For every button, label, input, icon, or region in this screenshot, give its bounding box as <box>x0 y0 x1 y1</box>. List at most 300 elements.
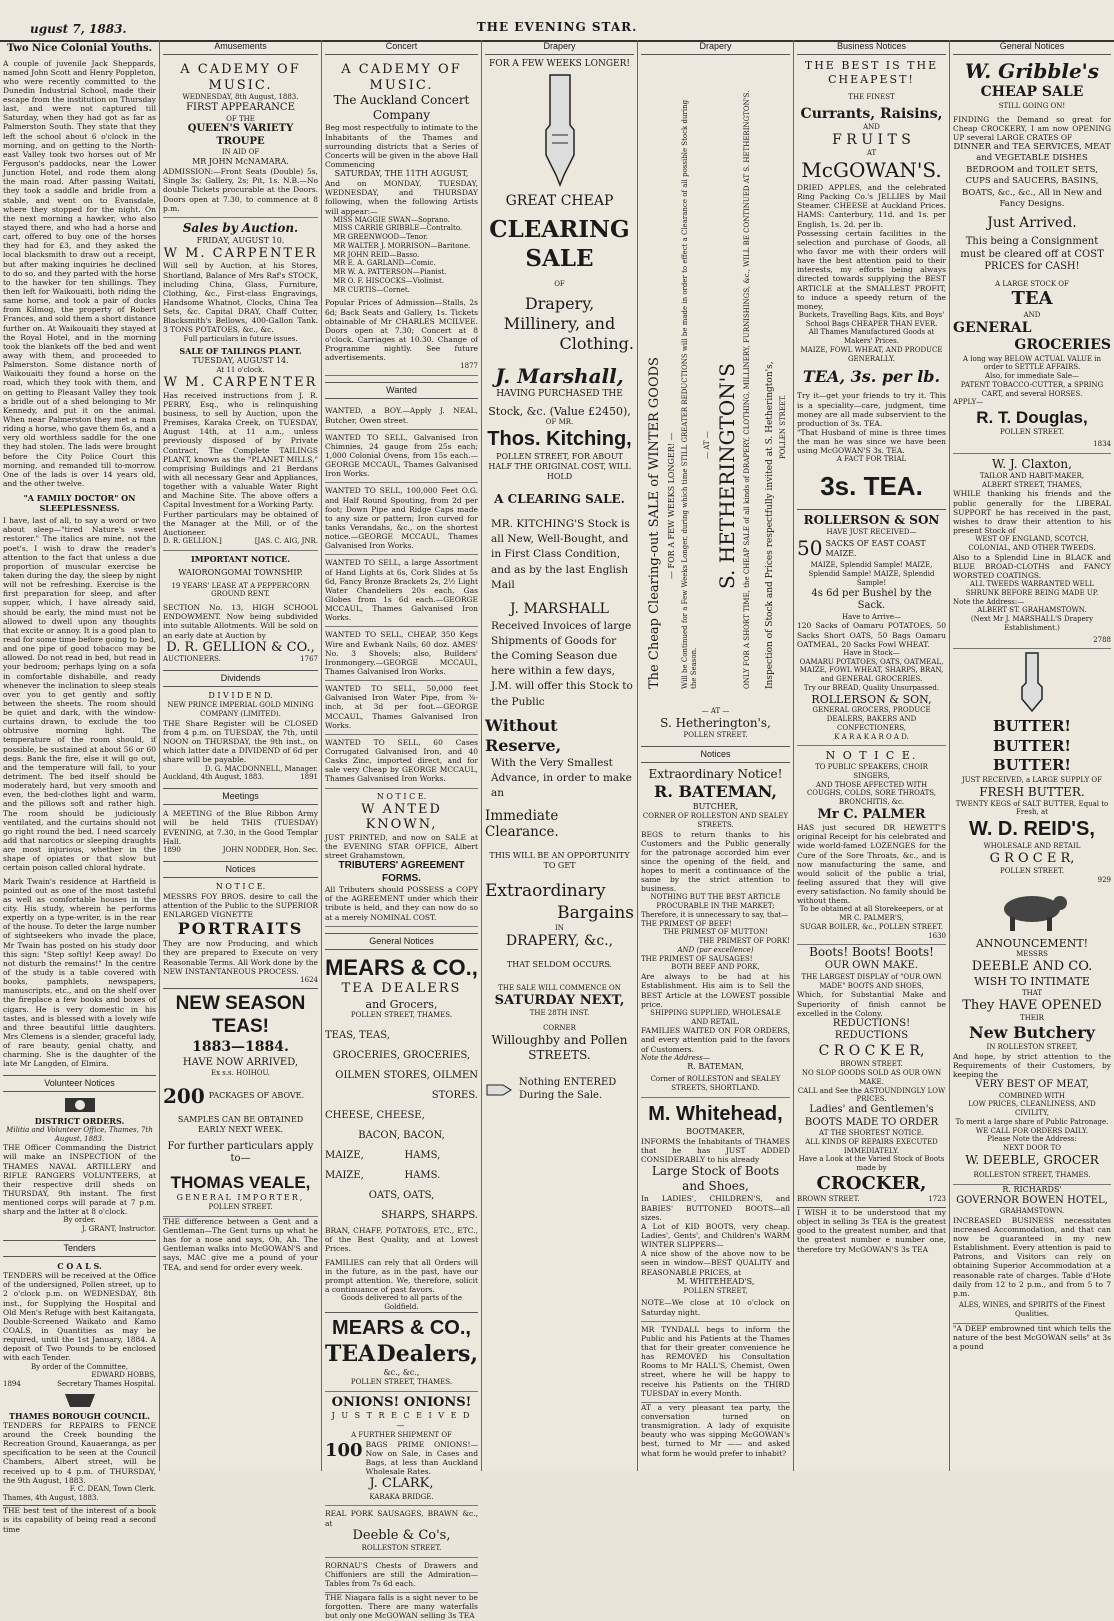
ad-headline: TEA <box>1011 288 1053 310</box>
merchant-name: W. D. REID'S, <box>969 818 1095 841</box>
ad-text: CORNER <box>543 1023 576 1032</box>
ad-address: ROLLESTON STREET, THAMES. <box>953 1168 1111 1185</box>
artist: MR O. F. HISCOCKS—Violinist. <box>333 276 445 285</box>
ad-text: IN AID OF <box>221 148 260 157</box>
ad-headline: TEA DEALERS <box>341 981 462 997</box>
merchant-name: W. J. Claxton, <box>992 456 1072 471</box>
ad-text: AND THOSE AFFECTED WITH <box>815 780 928 789</box>
by-order: By order of the Committee, <box>30 1362 129 1371</box>
newspaper-title: THE EVENING STAR. <box>476 20 638 34</box>
article-body: I have, last of all, to say a word or two about sleep—"tired Nature's sweet restorer." The italics are mine, not the poet's. I wish to draw the reader's attention to the fact that unless a due proportion of muscular exercise be taken during the day, the sleep by night will not be refreshing. Exercise is the first preparation for sleep, and after supper, which, I have already said, should be early, the mind must not be allowed to dwell upon any thoughts that excite or annoy. It is a good plan to read for some time before going to bed, and one pipe of good tobacco may be allowed. Do not read in bed, but read in your bedroom; perhaps lying on a sofa in comfortable dishabille, and ready whenever the inclination to sleep steals over you to get gently and softly between the sheets. The room should be quiet and dark, with the window-curtains drawn, to exclude the too obtrusive morning light. The temperature of the room should, if possible, be sustained at about 56 or 60 degs. Bank the fire, else it will go out, and the temperature will fall, to your detriment. The bed itself should be moderately hard, but very smooth and even, the bed-clothes light and warm, and the pillows soft and rather high. The room should be judiciously ventilated, and the curtains should not go right round the bed. I need scarcely add that narcotics or sleeping draughts are most injurious, whether in the shape of opiates or that slow but certain poison called chloral hydrate. <box>3 516 156 873</box>
filler-text: THE best test of the interest of a book is its capability of being read a second time <box>3 1506 156 1534</box>
merchant-name: R. T. Douglas, <box>976 408 1088 428</box>
ad-text: FINDING the Demand so great for Cheap CROCKERY, I am now OPENING UP several LARGE CRATES OF <box>953 114 1111 142</box>
filler-text: THE Niagara falls is a sight never to be forgotten. There are many waterfalls but only one McGOWAN selling 3s TEA <box>325 1593 478 1621</box>
ad-text: OF <box>554 279 565 288</box>
ad-headline: TEA, 3s. per lb. <box>802 367 941 387</box>
ad-text: WEST OF ENGLAND, SCOTCH, COLONIAL, AND OTHER TWEEDS. <box>968 535 1096 552</box>
issue-date: ugust 7, 1883. <box>30 22 127 36</box>
section-header: General Notices <box>325 933 478 950</box>
ad-quantity: 200 <box>163 1083 205 1108</box>
ad-text: Therefore, it is unnecessary to say, that— <box>641 910 789 919</box>
ad-address: STREETS. <box>528 1047 591 1062</box>
ad-text: COMBINED WITH <box>999 1091 1065 1100</box>
masthead <box>0 0 1114 42</box>
ad-address: POLLEN STREET. <box>999 428 1065 437</box>
ad-text: TWENTY KEGS of SALT BUTTER, Equal to Fresh, at <box>955 799 1109 817</box>
ad-headline: BOOTS MADE TO ORDER <box>804 1116 939 1128</box>
ad-quantity: 100 <box>325 1439 363 1461</box>
ad-address: POLLEN STREET. <box>208 1203 273 1212</box>
artist: MR CURTIS—Cornet. <box>333 285 410 294</box>
ad-number: 1723 <box>928 1195 946 1204</box>
ad-headline: WAIORONGOMAI TOWNSHIP. <box>178 567 303 577</box>
ad-text: ALES, WINES, and SPIRITS of the Finest Qualities. <box>953 1298 1111 1324</box>
column-amusements <box>160 40 322 1471</box>
ad-text: 19 YEARS' LEASE AT A PEPPERCORN GROUND RENT. <box>171 581 310 599</box>
ad-headline: Extraordinary Notice! <box>648 767 783 781</box>
ad-text: 120 Sacks of Oamaru POTATOES, 50 Sacks Short OATS, 50 Bags Oamaru OATMEAL, 20 Sacks Fowl WHEAT. <box>797 621 946 649</box>
ad-text: THE FINEST <box>848 92 895 101</box>
article-body: A couple of juvenile Jack Sheppards, named John Scott and Henry Poppleton, who were recently committed to the Dunedin Industrial School, made their escape from the institution on Thursday last, and were not captured till Saturday, when they had got as far as Palmerston South. They state that they left the school about 6 o'clock in the morning, and on getting to the North-east Valley took two horses out of Mr Ferguson's paddocks, near the Lower Junction Hotel, and rode them along the main road. After passing Waitati, they took a saddle and bridle from a stable, and went on to Evansdale, where they stopped for the night. On the next morning a hawker, who also stayed there, and who had a horse and cart, offered to buy one of the horses they had for £3, and they asked the local blacksmith to draw out a receipt, but after making inquiries he declined to do so, and they parted with the horse to the hawker for ten shillings. They then left for Waikouaiti, both riding the same horse, and took a pair of ducks from Kilmog, the property of Robert Frances, and sold them a short distance further on. At Waikouaiti they stayed at the Royal Hotel, and in the morning took the blankets off the bed and went away with them, and proceeded to Palmerston. Some distance north of Waikouaiti they found a horse on the road, which they took with them, and on getting to Pleasant Valley they took a bridle out of a shed belonging to Mr Kennedy, and put it on the animal. When near Palmerston they met a man riding a horse, who gave them 6s, and a very old worthless saddle for the one they had stolen. The lads were brought before the City Police Court this morning, and remanded till to-morrow. One of the lads is over 14 years old, and the other twelve. <box>3 58 156 488</box>
merchant-name: Thos. Kitching, <box>487 428 632 450</box>
column-news <box>0 40 160 1534</box>
ad-headline: Just Arrived. <box>987 214 1077 231</box>
ad-number: 1767 <box>300 655 318 664</box>
ad-text: TAILOR AND HABIT-MAKER, <box>979 471 1085 480</box>
filler-text: AT a very pleasant tea party, the conversation turned on transmigration. A lady of exquisite beauty who was sipping McGOWAN's best, turned to Mr —— and asked what form he would prefer to inhabit? <box>641 1402 790 1458</box>
ad-text: OF MR. <box>545 418 574 427</box>
ad-address: CORNER OF ROLLESTON AND SEALEY STREETS. <box>642 812 789 829</box>
ad-text: AND <box>863 123 880 131</box>
ad-text: Which, for Substantial Make and Superiority of finish cannot be excelled in the Colony. <box>797 990 946 1018</box>
council-title: THAMES BOROUGH COUNCIL. <box>8 1410 151 1421</box>
ad-headline: TEA <box>325 1340 376 1367</box>
ad-text: Note the Address:— <box>953 597 1025 606</box>
article-title: Two Nice Colonial Youths. <box>6 43 153 54</box>
ad-text: NOTE—We close at 10 o'clock on Saturday night. <box>641 1295 790 1321</box>
ad-address: KARAKA BRIDGE. <box>369 1492 434 1501</box>
ad-headline: GREAT CHEAP <box>505 192 614 209</box>
merchant-name: ROLLERSON & SON, <box>811 692 932 706</box>
ad-headline: A CLEARING SALE. <box>494 492 625 506</box>
ad-text: A MEETING of the Blue Ribbon Army will be held THIS (TUESDAY) EVENING, at 7.30, in the Good Templar Hall. <box>163 809 318 846</box>
artist: MR W. A. PATTERSON—Pianist. <box>333 268 447 277</box>
ad-text: TO PUBLIC SPEAKERS, CHOIR SINGERS, <box>815 763 928 780</box>
ad-text: and Grocers, <box>365 997 438 1011</box>
artist: MISS MAGGIE SWAN—Soprano. <box>333 215 450 224</box>
ad-text: MR C. PALMER'S, <box>839 914 904 923</box>
ad-text: A LARGE STOCK OF <box>995 279 1069 288</box>
ad-headline: Immediate Clearance. <box>485 807 559 841</box>
ad-text: POLLEN STREET, FOR ABOUT HALF THE ORIGINAL COST, WILL HOLD <box>488 452 631 481</box>
ad-address: GRAHAMSTOWN. <box>999 1207 1065 1216</box>
ad-text: SAMPLES CAN BE OBTAINED <box>177 1114 304 1124</box>
section-header: Sales by Auction. <box>182 220 299 235</box>
ad-headline: Clothing. <box>559 334 634 354</box>
ad-text: AT THE SHORTEST NOTICE. <box>819 1129 924 1138</box>
ad-text: MR JOHN McNAMARA. <box>192 157 289 167</box>
ad-text: RORNAU'S Chests of Drawers and Chiffoniers are still the Admiration—Tables from 7s 6d each. <box>325 1558 478 1593</box>
ad-headline: SATURDAY NEXT, <box>494 992 625 1008</box>
ad-headline: REDUCTIONS! REDUCTIONS <box>832 1017 911 1042</box>
merchant-name: M. WHITEHEAD'S, <box>676 1276 755 1286</box>
ad-headline: New Butchery <box>969 1022 1095 1042</box>
ad-text: [JAS. C. AIG, JNR. <box>254 536 318 545</box>
artist: MR WALTER J. MORRISON—Baritone. <box>333 241 471 250</box>
ad-text: APPLY— <box>953 398 984 407</box>
ad-number: 1624 <box>300 975 318 984</box>
ad-text: THEIR <box>1020 1014 1044 1023</box>
ad-text: This being a Consignment must be cleared off at COST PRICES for CASH! <box>960 236 1104 273</box>
ad-number: 1877 <box>460 362 478 371</box>
ad-headline: They HAVE OPENED <box>962 997 1102 1013</box>
crest-icon <box>60 1391 100 1409</box>
ad-text: To merit a large share of Public Patronage. <box>955 1117 1109 1126</box>
ad-text: THE 28TH INST. <box>529 1009 590 1018</box>
ad-headline: G R O C E R, <box>989 850 1075 866</box>
ad-text: STILL GOING ON! <box>998 101 1066 110</box>
dateline: Thames, 4th August, 1883. <box>3 1493 99 1502</box>
ad-text: Also, for immediate Sale— <box>984 372 1079 381</box>
ad-text: Will sell by Auction, at his Stores, Shortland, Balance of Mrs Raf's STOCK, including China, Glass, Furniture, Clothing, &c., First-class Engravings, Handsome Whatnot, Clocks, China Tea Sets, &c. Capital DRAY, Chaff Cutter, Blacksmith's Bellows, 400-Gallon Tank. 3 TONS POTATOES, &c., &c. <box>163 261 318 335</box>
ad-text: WE CALL FOR ORDERS DAILY. <box>975 1126 1089 1135</box>
ad-text: THE PRIMEST OF MUTTON! <box>663 928 768 937</box>
ad-headline: Extraordinary <box>485 881 606 902</box>
classified-ad: WANTED TO SELL, CHEAP, 350 Kegs Wire and Ewbank Nails, 60 doz. AMES' No. 3 Shovels; also, Builders' Ironmongery.—GEORGE MCCAUL, Thames Galvanised Iron Works. <box>325 627 478 681</box>
ad-text: Nothing ENTERED During the Sale. <box>519 1077 617 1101</box>
classified-ad: WANTED TO SELL, a large Assortment of Hand Lights at 6s, Cork Slides at 5s 6d, Fancy Bronze Brackets 2s, 2½ Light Water Chandeliers 20s each, Gas Globes from 1s 6d each.—GEORGE MCCAUL, Thames Galvanised Iron Works. <box>325 555 478 627</box>
column-business <box>794 40 950 1471</box>
ad-text: MR. KITCHING'S Stock is all New, Well-Bought, and in First Class Condition, and as by the last English Mail <box>491 518 630 591</box>
section-header: Meetings <box>163 788 318 805</box>
ad-text: A Lot of KID BOOTS, very cheap. Ladies', Gents', and Children's WARM WINTER SLIPPERS— <box>641 1221 790 1250</box>
signature: EDWARD HOBBS, <box>91 1371 156 1380</box>
ad-headline: PORTRAITS <box>177 919 304 939</box>
product-line: TEAS, TEAS, <box>325 1030 390 1042</box>
ad-text: NOTHING BUT THE BEST ARTICLE PROCURABLE IN THE MARKET; <box>650 893 781 911</box>
ad-headline: VERY BEST OF MEAT, <box>975 1079 1089 1091</box>
ad-text: GENERAL IMPORTER, <box>176 1193 305 1203</box>
ad-text: A FACT FOR TRIAL <box>836 455 907 464</box>
ad-text: A FURTHER SHIPMENT OF <box>351 1431 452 1440</box>
merchant-name: S. HETHERINGTON'S <box>715 363 739 590</box>
ad-address: POLLEN STREET. <box>779 395 787 460</box>
section-header: Notices <box>641 746 790 763</box>
ad-text: PATENT TOBACCO-CUTTER, a SPRING CART, and several HORSES. <box>960 380 1104 398</box>
ad-title: A CADEMY OF MUSIC. <box>341 62 462 93</box>
classified-ad: WANTED TO SELL, 60 Cases Corrugated Galvanised Iron, and 40 Casks Zinc, imported direct, and for sale very Cheap by GEORGE MCCAUL, Thames Galvanised Iron Works. <box>325 735 478 789</box>
merchant-name: MEARS & CO., <box>332 1316 471 1339</box>
ad-text: JUST RECEIVED, a LARGE SUPPLY OF <box>961 775 1103 784</box>
article-title: "A FAMILY DOCTOR" ON SLEEPLESSNESS. <box>23 493 136 514</box>
ad-text: OF THE <box>226 114 255 123</box>
ad-date: SATURDAY, THE 11TH AUGUST, <box>334 169 469 179</box>
signature: JOHN NODDER, Hon. Sec. <box>222 845 318 854</box>
ad-text: FAMILIES can rely that all Orders will in the future, as in the past, have our prompt attention. We, therefore, solicit a continuance of past favors. <box>325 1257 478 1295</box>
tender-text: TENDERS will be received at the Office of the undersigned, Pollen street, up to 2 o'clock p.m. on WEDNESDAY, 8th inst., for Supplying the Hospital and Old Men's Refuge with best Kaitangata, Double-Screened Waikato and Kamo COALS, in Quantities as may be required, until the 1st January, 1884. A deposit of Two Pounds to be enclosed with each Tender. <box>3 1271 156 1363</box>
section-header: Notices <box>163 861 318 878</box>
ad-headline: CLEARING <box>489 216 630 243</box>
section-header: Volunteer Notices <box>3 1075 156 1092</box>
ad-text: ONLY FOR A SHORT TIME, the CHEAP SALE of all kinds of DRAPERY, CLOTHING, MILLINERY, FURNISHINGS, &c., WILL BE CONTINUED AT S. HETHERINGTON'S. <box>743 90 751 690</box>
ad-text: Stock, &c. (Value £2450), <box>488 404 631 418</box>
merchant-name: S. Hetherington's, <box>660 716 771 730</box>
vertical-ad <box>641 59 790 699</box>
ad-address: BROWN STREET. <box>840 1060 903 1069</box>
merchant-name: R. BATEMAN, <box>687 1062 744 1072</box>
ad-headline: CHEAP SALE <box>980 84 1084 101</box>
ad-text: THE PRIMEST OF BEEF! <box>641 919 732 928</box>
merchant-name: W. Gribble's <box>964 59 1100 84</box>
ad-quantity: 50 <box>797 536 823 561</box>
ad-text: NEXT DOOR TO <box>1002 1144 1062 1153</box>
ad-text: Have a Look at the Varied Stock of Boots made by <box>798 1155 945 1173</box>
ad-headline: Boots! Boots! Boots! <box>809 945 934 960</box>
product-line: CHEESE, CHEESE, <box>325 1110 425 1122</box>
product-line: GROCERIES, GROCERIES, <box>332 1050 471 1062</box>
office-line: Militia and Volunteer Office, Thames, 7th August, 1883. <box>6 1125 153 1143</box>
ad-text: BOOTMAKER, <box>686 1126 745 1136</box>
merchant-name: M. Whitehead, <box>648 1102 783 1125</box>
ad-headline: Without Reserve, <box>485 715 562 755</box>
ad-headline: 1883—1884. <box>192 1039 289 1056</box>
ad-text: Note the Address— <box>641 1053 710 1062</box>
filler-text: "A DEEP embrowned tint which tells the nature of the best McGOWAN sells" at 3s a pound <box>953 1323 1111 1351</box>
ad-text: MESSRS <box>1016 950 1048 959</box>
ad-text: — AT — <box>703 431 711 460</box>
ad-text: Have to Arrive— <box>842 612 901 621</box>
classified-ad: WANTED, a BOY.—Apply J. NEAL, Butcher, Owen street. <box>325 403 478 429</box>
filler-text: I WISH it to be understood that my object in selling 3s TEA is the greatest good to the greatest number, and that the greatest number e number one, therefore try McGOWAN'S 3s TEA <box>797 1208 946 1254</box>
ad-address: Willoughby and Pollen <box>491 1032 628 1047</box>
ad-text: HAVE JUST RECEIVED— <box>826 527 917 536</box>
ad-address: POLLEN STREET. <box>683 731 748 739</box>
ad-text: Are always to be had at his Establishment. His aim is to Sell the BEST Article at the LOWEST possible price. <box>641 972 790 1009</box>
artist: MR JOHN REID—Basso. <box>333 250 420 259</box>
ad-headline: GROCERIES <box>1014 337 1111 354</box>
merchant-name: McGOWAN'S. <box>801 158 942 182</box>
ad-text: AND <box>1023 310 1041 319</box>
ad-text: Try it—get your friends to try it. This is a speciality—care, judgment, time money are all made subservient to the production of 3s. TEA. <box>797 391 946 428</box>
classified-ad: WANTED TO SELL, 100,000 Feet O.G. and Half Round Spouting, from 2d per foot; Down Pipe and Ridge Caps made to any size or pattern; Iron curved for tanks Verandahs, &c., on the shortest notice.—GEORGE MCCAUL, Thames Galvanised Iron Works. <box>325 483 478 555</box>
product-line: BACON, BACON, <box>358 1130 445 1142</box>
ad-text: Popular Prices of Admission—Stalls, 2s 6d; Back Seats and Gallery, 1s. Tickets obtainable of Mr CHARLES MCILVEE. Doors open at 7.30; Concert at 8 o'clock. Carriages at 10.30. Change of Programme nightly. See future advertisements. <box>325 298 478 363</box>
ad-text: With the Very Smallest Advance, in order to make an <box>491 756 632 800</box>
merchant-name: Mr C. PALMER <box>817 806 926 822</box>
ad-headline: TRIBUTERS' AGREEMENT FORMS. <box>338 860 465 884</box>
ad-address: ALBERT STREET, THAMES, <box>982 480 1082 489</box>
ad-text: To be obtained at all Storekeepers, or at <box>799 905 944 914</box>
by-order: By order. <box>63 1216 96 1225</box>
ad-text: MR TYNDALL begs to inform the Public and his Patients at the Thames that for their greater convenience he has REMOVED his Consultation Rooms to Mr HALL'S, Chemist, Owen street, where he will be happy to receive his Patients on the THIRD TUESDAY in every Month. <box>641 1322 790 1403</box>
ad-headline: SALE <box>525 244 594 272</box>
product-line: SHARPS, SHARPS. <box>381 1210 478 1222</box>
merchant-name: THOMAS VEALE, <box>170 1172 311 1192</box>
ad-headline: FIRST APPEARANCE <box>186 102 295 114</box>
article-body: Mark Twain's residence at Hartfield is pointed out as one of the most tasteful as well as comfortable houses in the city. His study, wherein he performs expertly on a type-writer, is in the rear of the house. To deter the large number of sightseekers who invade the place, Mr Twain has posted on his study door this sign: "Step softly! Keep away! Do not disturb the remains!" In the centre of the study is a table covered with books, pamphlets, newspapers, manuscripts, etc., and on the shelf over the fireplace a few books and boxes of cigars. He is very domestic in his tastes, and is blessed with a lovely wife and three beautiful little daughters. Mrs Clemens is a slender, graceful lady, of rare beauty, genial chatty, and charming. She is the daughter of the late Mr Langden, of Elmira. <box>3 876 156 1069</box>
ad-address: ROLLESTON STREET. <box>361 1544 442 1552</box>
ad-headline: QUEEN'S VARIETY TROUPE <box>187 123 294 147</box>
section-header: Concert <box>325 40 478 55</box>
section-header: Dividends <box>163 670 318 687</box>
ad-address: SUGAR BOILER, &c., POLLEN STREET. <box>800 922 943 931</box>
ad-text: ADMISSION:—Front Seats (Double) 5s, Single 3s; Gallery, 2s; Pit, 1s. N.B.—No double Tickets procurable at the Doors. Doors open at 7.30, to commence at 8 p.m. <box>163 167 318 213</box>
ad-number: 2788 <box>953 633 1111 650</box>
ad-date: WEDNESDAY, 8th August, 1883. <box>182 93 299 102</box>
ad-text: Further particulars may be obtained of the Manager at the Mill, or of the Auctioneer. <box>163 509 318 537</box>
ad-text: Goods delivered to all parts of the Goldfield. <box>341 1294 462 1311</box>
ad-number: 1834 <box>953 437 1111 454</box>
ad-number: 1630 <box>928 931 946 940</box>
ad-address: K A R A K A R O A D. <box>834 732 909 741</box>
ad-headline: NEW SEASON <box>175 992 306 1014</box>
ad-headline: Currants, Raisins, <box>800 105 943 122</box>
ad-text: &c., &c., <box>383 1368 420 1378</box>
ad-text: HAVE NOW ARRIVED, <box>182 1056 299 1068</box>
ad-address: ALBERT ST. GRAHAMSTOWN. <box>977 606 1087 615</box>
artist: MR E. A. GARLAND—Comic. <box>333 259 436 268</box>
ad-text: CALL and See the ASTOUNDINGLY LOW PRICES. <box>797 1086 946 1104</box>
classified-ad: WANTED TO SELL, Galvanised Iron Chimnies, 24 gauge from 25s each; 1,000 Colonial Ovens, from 15s each.—GEORGE MCCAUL, Thames Galvanised Iron Works. <box>325 430 478 484</box>
ad-text: In LADIES', CHILDREN'S, and BABIES' BUTTONED BOOTS—all sizes. <box>641 1194 790 1222</box>
ad-headline: THE BEST IS THE CHEAPEST! <box>804 59 939 86</box>
ad-text: REAL PORK SAUSAGES, BRAWN &c., at <box>325 1509 478 1528</box>
ad-text: AT <box>866 149 877 158</box>
auctioneer-name: W M. CARPENTER <box>163 245 318 261</box>
ad-headline: SALE OF TAILINGS PLANT. <box>179 346 302 357</box>
ad-text: AND (par excellence) <box>677 945 754 954</box>
ad-text: THAT SELDOM OCCURS. <box>506 960 613 970</box>
ad-text: MAIZE, FOWL WHEAT, AND PRODUCE GENERALLY. <box>800 345 943 363</box>
ad-text: They are now Producing, and which they are prepared to Execute on very Reasonable Terms. All Work done by the NEW INSTANTANEOUS PROCESS. <box>163 939 318 976</box>
ad-text: THE LARGEST DISPLAY of "OUR OWN MADE" BOOTS AND SHOES, <box>801 972 942 990</box>
ad-text: Inspection of Stock and Prices respectfully invited at S. Hetherington's, <box>765 361 775 690</box>
signature: Secretary Thames Hospital. <box>57 1380 156 1389</box>
artist: MR GREENWOOD—Tenor. <box>333 233 428 242</box>
ad-text: Possessing certain facilities in the selection and purchase of Goods, all who favor me with their orders will have the best attention paid to their interests, my efforts being always directed towards supplying the BEST ARTICLE at the SMALLEST PROFIT, to induce a speedy return of the money. <box>797 228 946 311</box>
column-drapery-hetherington <box>638 40 794 1471</box>
ad-address: POLLEN STREET, THAMES. <box>350 1011 453 1020</box>
ad-text: BAGS PRIME ONIONS!—Now on Sale, in Cases and Bags, at less than Auckland Wholesale Rates. <box>365 1439 478 1477</box>
ad-text: INFORMS the Inhabitants of THAMES that he has JUST ADDED CONSIDERABLY to his already <box>641 1136 790 1165</box>
section-header: Drapery <box>641 40 790 55</box>
ad-headline: The Auckland Concert Company <box>333 93 470 123</box>
ad-text: J U S T R E C E I V E D — <box>331 1411 472 1431</box>
ad-text: COUGHS, COLDS, SORE THROATS, BRONCHITIS, &c. <box>806 789 937 807</box>
ad-date: FRIDAY, AUGUST 10. <box>196 235 285 245</box>
ad-headline: Large Stock of Boots and Shoes, <box>651 1164 780 1194</box>
ox-icon <box>992 889 1072 933</box>
merchant-name: J. CLARK, <box>369 1476 434 1492</box>
ad-text: ALL TWEEDS WARRANTED WELL SHRUNK BEFORE BEING MADE UP. <box>965 580 1099 597</box>
ad-text: SACKS OF EAST COAST MAIZE. <box>825 538 926 558</box>
ad-text: IN <box>555 923 564 932</box>
ad-text: And hope, by strict attention to the Requirements of their Customers, by keeping the <box>953 1051 1111 1079</box>
ad-headline: FRESH BUTTER. <box>979 784 1085 799</box>
ad-headline: BUTTER! BUTTER! BUTTER! <box>992 717 1072 775</box>
ad-text: D. R. GELLION.] <box>163 536 222 545</box>
ad-text: GENERAL GROCERS, PRODUCE DEALERS, BAKERS AND CONFECTIONERS, <box>812 706 931 732</box>
merchant-name: J. Marshall, <box>495 364 624 389</box>
ad-text: Ex s.s. HOIHOU. <box>210 1069 271 1078</box>
ad-text: 4s 6d per Bushel by the Sack. <box>811 587 932 612</box>
pointing-hand-icon <box>485 1075 515 1105</box>
ad-text: (Next Mr J. MARSHALL'S Drapery Establishment.) <box>970 615 1094 632</box>
ad-headline: The Cheap Clearing-out SALE of WINTER GOODS <box>647 357 662 690</box>
product-line: OATS, OATS, <box>368 1190 435 1202</box>
ad-address: BROWN STREET. <box>797 1195 860 1204</box>
ad-headline: FOR A FEW WEEKS LONGER! <box>488 59 631 70</box>
ad-headline: GENERAL <box>953 319 1032 336</box>
ad-text: — FOR A FEW WEEKS LONGER! — <box>667 432 676 580</box>
ad-text: BOTH BEEF AND PORK, <box>671 963 760 972</box>
ad-text: THE PRIMEST OF PORK! <box>698 937 790 946</box>
product-line: MAIZE, MAIZE, <box>325 1150 364 1182</box>
ad-text: AUCTIONEERS. <box>163 655 221 664</box>
ad-number: 1891 <box>300 773 318 782</box>
ad-text: ALL KINDS OF REPAIRS EXECUTED IMMEDIATELY. <box>805 1137 938 1155</box>
ad-text: Received Invoices of large Shipments of Goods for the Coming Season due here within a few days, J.M. will offer this Stock to the Public <box>491 619 633 708</box>
column-drapery-marshall <box>482 40 638 1471</box>
ad-text: NEW PRINCE IMPERIAL GOLD MINING COMPANY (LIMITED). <box>167 701 314 719</box>
ad-headline: F R U I T S <box>832 131 911 148</box>
ad-text: WHILE thanking his friends and the public generally for the LIBERAL SUPPORT he has received in the past, wishes to draw their attention to his present Stock of <box>953 489 1111 536</box>
ad-text: SHIPPING SUPPLIED, WHOLESALE AND RETAIL. <box>650 1008 781 1026</box>
ad-headline: Bargains <box>557 902 634 923</box>
ad-text: Will be Continued for a Few Weeks Longer, during which time STILL GREATER REDUCTIONS will be made in order to effect a Clearance of all possible Stock during the Season. <box>681 100 698 690</box>
ad-headline: N O T I C E. <box>215 881 266 891</box>
ad-text: DINNER and TEA SERVICES, MEAT and VEGETABLE DISHES BEDROOM and TOILET SETS, CUPS and SAUCERS, BASINS, BOATS, &c., &c., All in New and Fancy Designs. <box>953 141 1111 210</box>
ad-headline: Drapery, <box>524 294 595 314</box>
merchant-name: Deeble & Co's, <box>352 1527 451 1543</box>
ad-text: Also to a Splendid Line in BLACK and BLUE BROAD-CLOTHS and FANCY WORSTED COATINGS. <box>953 552 1111 580</box>
ad-text: Buckets, Travelling Bags, Kits, and Boys' School Bags CHEAPER THAN EVER. <box>798 310 945 328</box>
pointing-hand-icon <box>1012 653 1052 713</box>
ad-text: At 11 o'clock. <box>216 366 265 375</box>
merchant-name: W. DEEBLE, GROCER <box>965 1152 1099 1167</box>
ad-text: THE Share Register will be CLOSED from 4 p.m. on TUESDAY, the 7th, until NOON on THURSDAY, the 9th inst., on which latter date a DIVIDEND of 6d per share will be payable. <box>163 718 318 765</box>
ad-text: SECTION No. 13, HIGH SCHOOL ENDOWMENT. Now being subdivided into suitable Allotments. Will be sold on an early date at Auction by <box>163 603 318 640</box>
ad-number: 929 <box>1097 875 1111 884</box>
ad-text: All Thames Manufactured Goods at Makers' Prices. <box>808 328 935 346</box>
ad-text: "That Husband of mine is three times the man he was since we have been using McGOWAN'S 3s. TEA. <box>797 428 946 456</box>
ad-text: All Tributers should POSSESS a COPY of the AGREEMENT under which their tribute is held, and they can now do so at a merely NOMINAL COST. <box>325 885 478 922</box>
merchant-name: R. BATEMAN, <box>654 782 777 801</box>
ad-headline: D I V I D E N D. <box>208 691 273 701</box>
ad-address: POLLEN STREET, <box>683 1286 748 1295</box>
ad-headline: ONIONS! ONIONS! <box>331 1394 472 1410</box>
ad-text: MESSRS FOY BROS. desire to call the attention of the Public to the SUPERIOR ENLARGED VIGNETTE <box>163 891 318 920</box>
ad-address: POLLEN STREET, THAMES. <box>350 1378 453 1387</box>
ad-headline: N O T I C E. <box>825 749 918 763</box>
ad-text: — AT — <box>701 707 730 716</box>
signature: F. C. DEAN, Town Clerk. <box>69 1484 156 1493</box>
ad-text: Beg most respectfully to intimate to the Inhabitants of the Thames and surrounding districts that a Series of Concerts will be given in the above Hall Commencing <box>325 123 478 169</box>
ad-text: For further particulars apply to— <box>167 1140 314 1165</box>
ad-headline: Dealers, <box>376 1340 478 1367</box>
ad-text: OAMARU POTATOES, OATS, OATMEAL, MAIZE, FOWL WHEAT, SHARPS, BRAN, and GENERAL GROCERIES. <box>799 657 944 684</box>
column-general-notices <box>950 40 1114 1471</box>
ad-text: EARLY NEXT WEEK. <box>197 1124 284 1134</box>
ad-text: Have in Stock— <box>843 648 900 657</box>
ad-headline: TEAS! <box>212 1016 269 1038</box>
ad-text: Try our BREAD, Quality Unsurpassed. <box>803 683 940 692</box>
artist: MISS CARRIE GRIBBLE—Contralto. <box>333 224 463 233</box>
ad-text: NO SLOP GOODS SOLD AS OUR OWN MAKE. <box>801 1069 942 1086</box>
ad-text: HAS just secured DR HEWETT'S original Receipt for his celebrated and wide world-famed LOZENGES for the Cure of the Sore Throats, &c., and is now manufacturing the same, and would solicit of the public a trial, feeling assured that they will give every satisfaction. No family should be without them. <box>797 823 946 906</box>
ad-address: Corner of ROLLESTON and SEALEY STREETS, SHORTLAND. <box>641 1072 790 1098</box>
